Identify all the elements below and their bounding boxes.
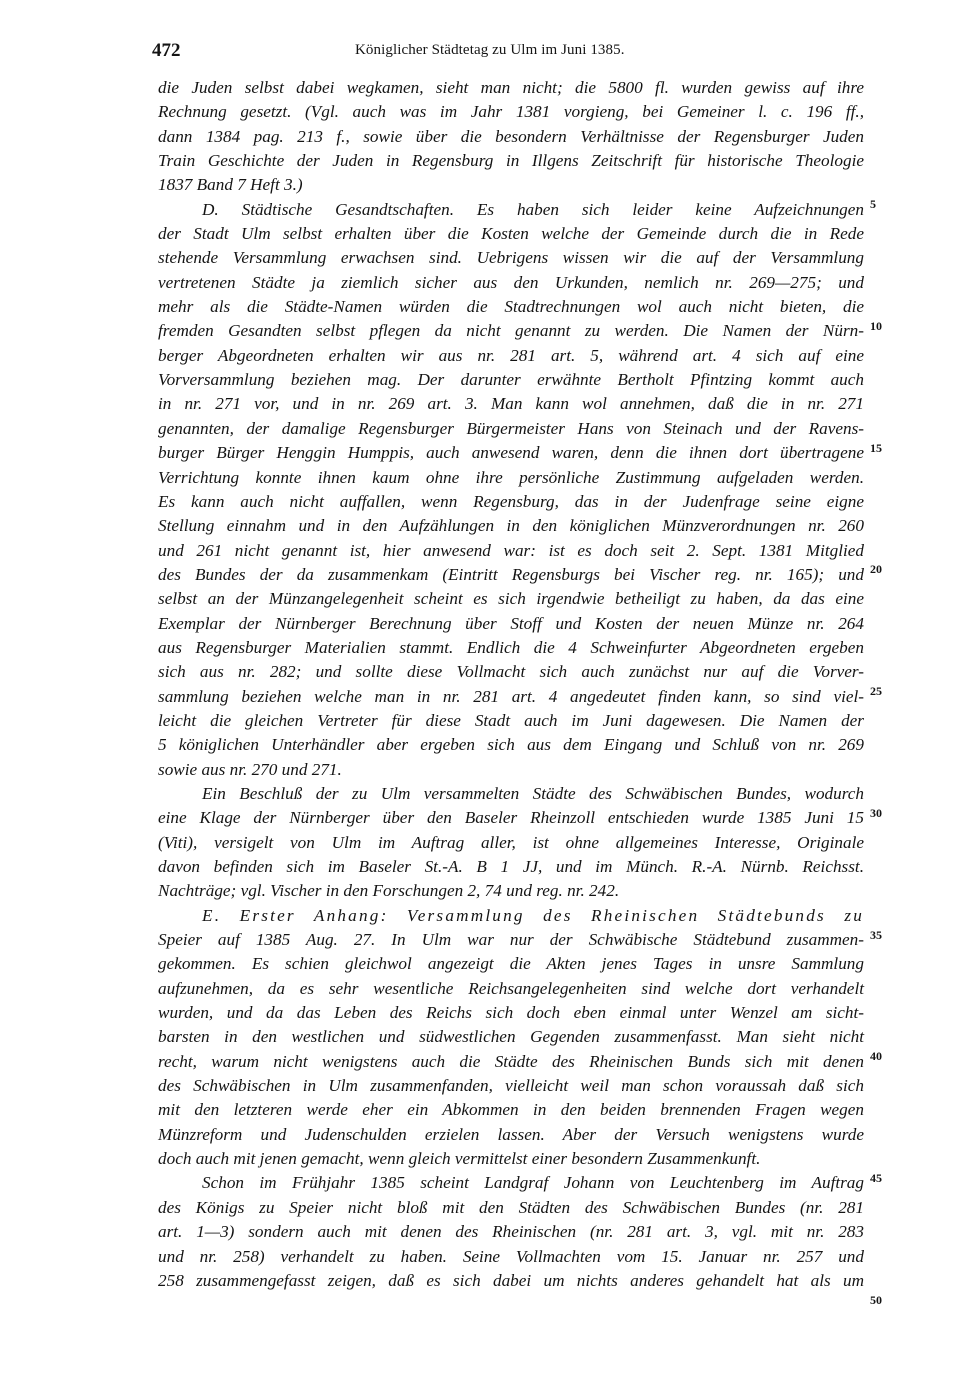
text-line: leicht die gleichen Vertreter für diese Stadt auch im Juni dagewesen. Die Namen der: [158, 710, 864, 730]
text-line: fremden Gesandten selbst pflegen da nicht genannt zu werden. Die Namen der Nürn-: [158, 321, 864, 341]
line-number: 30: [870, 806, 882, 820]
section-heading-line: E. Erster Anhang: Versammlung des Rheinischen Städtebunds zu: [202, 905, 864, 925]
text-line: des Königs zu Speier nicht bloß mit den Städten des Schwäbischen Bundes (nr. 281: [158, 1197, 864, 1217]
text-line: Train Geschichte der Juden in Regensburg in Illgens Zeitschrift für historische Theologie: [158, 151, 864, 171]
text-line: Rechnung gesetzt. (Vgl. auch was im Jahr 1381 vorgieng, bei Gemeiner l. c. 196 ff.,: [158, 102, 864, 122]
text-line: Exemplar der Nürnberger Berechnung über Stoff und Kosten der neuen Münze nr. 264: [158, 613, 864, 633]
text-line: und nr. 258) verhandelt zu haben. Seine Vollmachten vom 15. Januar nr. 257 und: [158, 1246, 864, 1266]
text-line: genannten, der damalige Regensburger Bürgermeister Hans von Steinach und der Ravens-: [158, 418, 864, 438]
text-line: eine Klage der Nürnberger über den Baseler Rheinzoll entschieden wurde 1385 Juni 15: [158, 808, 864, 828]
text-line: Münzreform und Judenschulden erzielen lassen. Aber der Versuch wenigstens wurde: [158, 1124, 864, 1144]
section-heading-line: D. Städtische Gesandtschaften. Es haben sich leider keine Aufzeichnungen: [202, 199, 864, 219]
text-line: recht, warum nicht wenigstens auch die Städte des Rheinischen Bunds sich mit denen: [158, 1051, 864, 1071]
text-line: in nr. 271 vor, und in nr. 269 art. 3. Man kann wol annehmen, daß die in nr. 271: [158, 394, 864, 414]
text-line: und 261 nicht genannt ist, hier anwesend war: ist es doch seit 2. Sept. 1381 Mitglied: [158, 540, 864, 560]
text-line: berger Abgeordneten erhalten wir aus nr. 281 art. 5, während art. 4 sich auf eine: [158, 345, 864, 365]
text-line: (Viti), versigelt von Ulm im Auftrag aller, ist ohne allgemeines Interesse, Originale: [158, 832, 864, 852]
text-line: wurden, und da das Leben des Reichs sich doch eben einmal unter Wenzel am sicht-: [158, 1003, 864, 1023]
text-line: 5 königlichen Unterhändler aber ergeben sich aus dem Eingang und Schluß von nr. 269: [158, 735, 864, 755]
text-line: art. 1—3) sondern auch mit denen des Rheinischen (nr. 281 art. 3, vgl. mit nr. 283: [158, 1222, 864, 1242]
text-line: vertretenen Städte ja ziemlich sicher aus den Urkunden, nemlich nr. 269—275; und: [158, 272, 864, 292]
line-number: 25: [870, 684, 882, 698]
text-line: aufzunehmen, da es sehr wesentliche Reichsangelegenheiten sind welche dort verhandelt: [158, 978, 864, 998]
line-number: 20: [870, 562, 882, 576]
text-line: sich aus nr. 282; und sollte diese Vollmacht sich auch zunächst nur auf die Vorver-: [158, 662, 864, 682]
line-number: 50: [870, 1293, 882, 1307]
line-number: 15: [870, 441, 882, 455]
text-line: des Bundes der da zusammenkam (Eintritt Regensburgs bei Vischer reg. nr. 165); und: [158, 564, 864, 584]
text-line: dann 1384 pag. 213 f., sowie über die besondern Verhältnisse der Regensburger Juden: [158, 126, 864, 146]
running-head: Königlicher Städtetag zu Ulm im Juni 1385.: [355, 42, 625, 58]
page-header: [152, 40, 872, 66]
text-line: doch auch mit jenen gemacht, wenn gleich vermittelst einer besondern Zusammenkunft.: [158, 1149, 761, 1169]
text-line: barsten in den westlichen und südwestlichen Gegenden zusammenfasst. Man sieht nicht: [158, 1027, 864, 1047]
line-number: 35: [870, 928, 882, 942]
text-line: die Juden selbst dabei wegkamen, sieht man nicht; die 5800 fl. wurden gewiss auf ihre: [158, 78, 864, 97]
text-line: Nachträge; vgl. Vischer in den Forschungen 2, 74 und reg. nr. 242.: [158, 881, 620, 901]
text-line: burger Bürger Henggin Humppis, auch anwesend waren, denn die ihnen dort übertragene: [158, 443, 864, 463]
text-line: des Schwäbischen in Ulm zusammenfanden, vielleicht weil man schon voraussah daß sich: [158, 1076, 864, 1096]
text-line: aus Regensburger Materialien stammt. Endlich die 4 Schweinfurter Abgeordneten ergeben: [158, 637, 864, 657]
text-line: Speier auf 1385 Aug. 27. In Ulm war nur der Schwäbische Städtebund zusammen-: [158, 930, 864, 950]
text-line: stehende Versammlung erwachsen sind. Uebrigens wissen wir die auf der Versammlung: [158, 248, 864, 268]
text-line: der Stadt Ulm selbst erhalten über die Kosten welche der Gemeinde durch die in Rede: [158, 224, 864, 244]
page-number: 472: [152, 40, 181, 61]
line-number: 45: [870, 1171, 882, 1185]
text-line: 258 zusammengefasst zeigen, daß es sich dabei um nichts anderes gehandelt hat als um: [158, 1270, 864, 1290]
text-line: gekommen. Es schien gleichwol angezeigt die Akten jenes Tages in unsre Sammlung: [158, 954, 864, 974]
text-line: 1837 Band 7 Heft 3.): [158, 175, 303, 195]
text-line: Stellung einnahm und in den Aufzählungen in den königlichen Münzverordnungen nr. 260: [158, 516, 864, 536]
text-line: Schon im Frühjahr 1385 scheint Landgraf Johann von Leuchtenberg im Auftrag: [202, 1173, 864, 1193]
text-line: Ein Beschluß der zu Ulm versammelten Städte des Schwäbischen Bundes, wodurch: [202, 783, 864, 803]
line-number: 5: [870, 197, 876, 211]
text-line: sowie aus nr. 270 und 271.: [158, 759, 342, 779]
text-line: davon befinden sich im Baseler St.-A. B 1 JJ, und im Münch. R.-A. Nürnb. Reichsst.: [158, 857, 864, 876]
text-line: Verrichtung konnte ihnen kaum ohne ihre persönliche Zustimmung aufgeladen werden.: [158, 467, 864, 487]
text-line: Vorversammlung beziehen mag. Der darunter erwähnte Bertholt Pfintzing kommt auch: [158, 370, 864, 390]
text-line: mit den letzteren werde eher ein Abkommen in den beiden brennenden Fragen wegen: [158, 1100, 864, 1120]
line-number: 10: [870, 319, 882, 333]
text-line: Es kann auch nicht auffallen, wenn Regensburg, das in der Judenfrage seine eigne: [158, 491, 864, 511]
text-line: mehr als die Städte-Namen würden die Stadtrechnungen wol auch nicht bieten, die: [158, 297, 864, 317]
text-line: sammlung beziehen welche man in nr. 281 art. 4 angedeutet finden kann, so sind viel-: [158, 686, 864, 706]
body-text: [158, 76, 864, 1293]
line-number: 40: [870, 1049, 882, 1063]
text-line: selbst an der Münzangelegenheit scheint es sich irgendwie betheiligt zu haben, da das eine: [158, 589, 864, 609]
